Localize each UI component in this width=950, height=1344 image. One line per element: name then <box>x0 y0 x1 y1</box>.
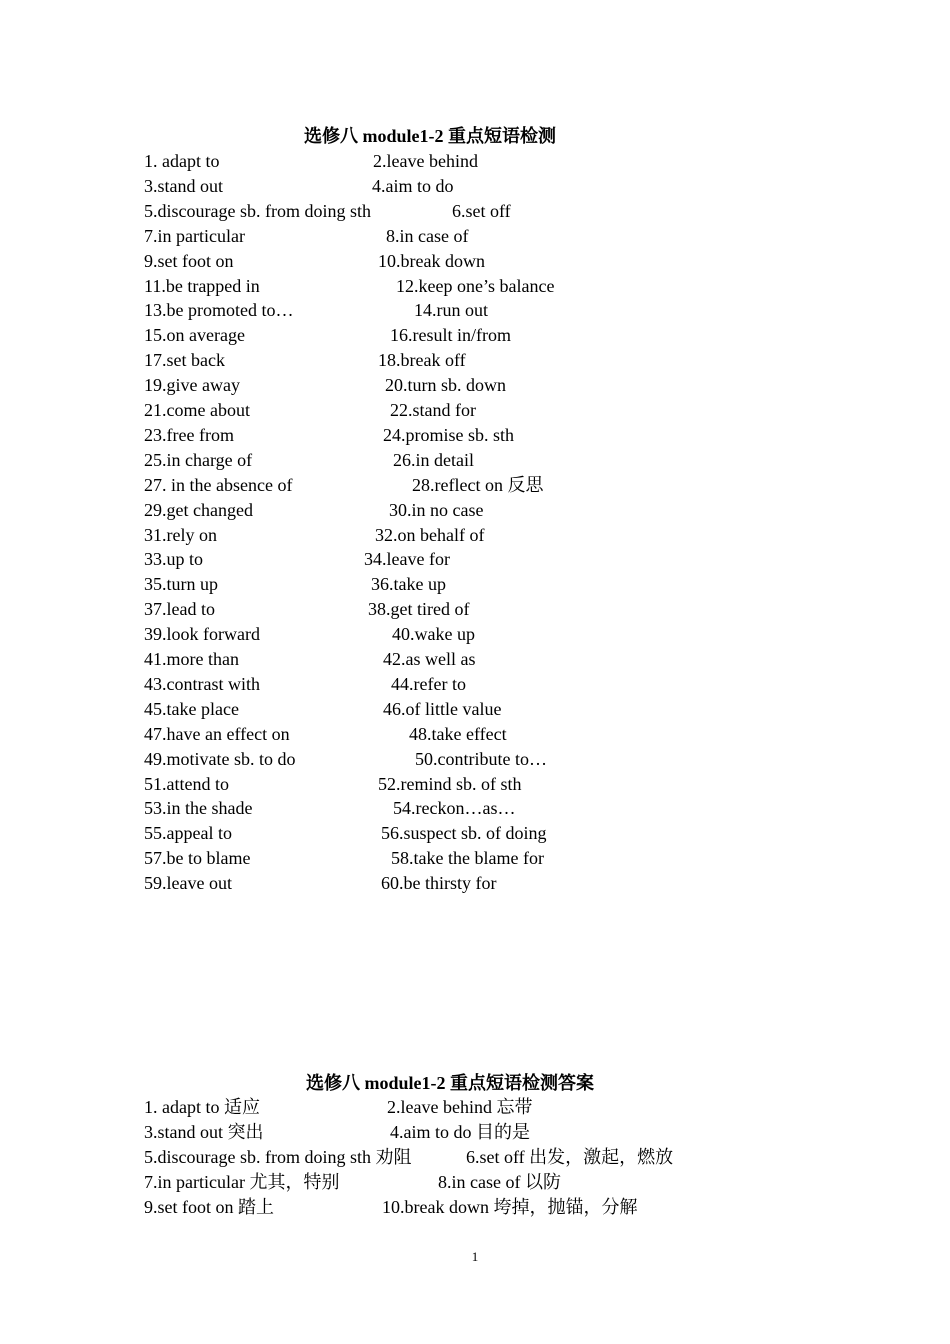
quiz-phrase-left: 31.rely on <box>144 524 217 545</box>
answer-phrase-right: 4.aim to do 目的是 <box>390 1121 530 1142</box>
answer-phrase-right: 8.in case of 以防 <box>438 1171 561 1192</box>
quiz-phrase-right: 22.stand for <box>390 400 476 420</box>
quiz-phrase-right: 50.contribute to… <box>415 748 547 769</box>
quiz-phrase-left: 57.be to blame <box>144 848 251 869</box>
answer-phrase-right: 6.set off 出发，激起，燃放 <box>466 1146 674 1167</box>
quiz-phrase-right: 24.promise sb. sth <box>383 424 515 445</box>
quiz-phrase-right: 38.get tired of <box>368 599 470 620</box>
quiz-phrase-left: 33.up to <box>144 549 204 570</box>
quiz-phrase-right: 46.of little value <box>383 698 502 719</box>
quiz-phrase-left: 23.free from <box>144 424 234 445</box>
answer-phrase-right: 10.break down 垮掉，抛锚，分解 <box>382 1196 638 1217</box>
quiz-phrase-right: 6.set off <box>452 200 511 221</box>
quiz-phrase-left: 27. in the absence of <box>144 474 293 495</box>
quiz-title: 选修八 module1-2 重点短语检测 <box>304 126 556 146</box>
quiz-phrase-left: 47.have an effect on <box>144 723 290 744</box>
quiz-phrase-left: 15.on average <box>144 325 245 346</box>
quiz-phrase-right: 12.keep one’s balance <box>396 275 555 296</box>
quiz-phrase-left: 1. adapt to <box>144 151 220 171</box>
answer-phrase-left: 9.set foot on 踏上 <box>144 1196 274 1217</box>
quiz-phrase-left: 41.more than <box>144 649 239 669</box>
answers-title: 选修八 module1-2 重点短语检测答案 <box>306 1073 594 1093</box>
quiz-phrase-right: 30.in no case <box>389 499 484 520</box>
quiz-phrase-left: 5.discourage sb. from doing sth <box>144 200 371 221</box>
quiz-phrase-left: 49.motivate sb. to do <box>144 748 296 769</box>
quiz-phrase-left: 29.get changed <box>144 499 253 520</box>
quiz-phrase-right: 8.in case of <box>386 225 469 246</box>
answer-phrase-left: 1. adapt to 适应 <box>144 1097 260 1117</box>
answer-phrase-right: 2.leave behind 忘带 <box>387 1097 533 1117</box>
quiz-phrase-left: 19.give away <box>144 375 240 396</box>
quiz-phrase-left: 25.in charge of <box>144 449 253 470</box>
quiz-phrase-left: 55.appeal to <box>144 823 232 844</box>
quiz-phrase-right: 44.refer to <box>391 673 466 694</box>
answer-phrase-left: 3.stand out 突出 <box>144 1121 264 1142</box>
quiz-phrase-right: 16.result in/from <box>390 325 511 346</box>
quiz-phrase-left: 11.be trapped in <box>144 275 260 296</box>
quiz-phrase-right: 54.reckon…as… <box>393 798 516 819</box>
quiz-phrase-right: 20.turn sb. down <box>385 375 506 396</box>
quiz-phrase-right: 34.leave for <box>364 549 450 570</box>
quiz-phrase-left: 59.leave out <box>144 873 232 894</box>
quiz-phrase-left: 9.set foot on <box>144 250 234 271</box>
quiz-phrase-right: 58.take the blame for <box>391 848 544 869</box>
quiz-phrase-right: 32.on behalf of <box>375 524 485 545</box>
answer-phrase-left: 5.discourage sb. from doing sth 劝阻 <box>144 1146 412 1167</box>
quiz-phrase-right: 2.leave behind <box>373 151 478 171</box>
quiz-phrase-right: 14.run out <box>414 300 488 321</box>
quiz-phrase-right: 10.break down <box>378 250 485 271</box>
quiz-phrase-right: 48.take effect <box>409 723 507 744</box>
quiz-phrase-right: 26.in detail <box>393 449 474 470</box>
quiz-phrase-left: 43.contrast with <box>144 673 260 694</box>
quiz-phrase-right: 52.remind sb. of sth <box>378 773 522 794</box>
quiz-phrase-right: 28.reflect on 反思 <box>412 474 544 495</box>
quiz-phrase-right: 40.wake up <box>392 624 475 645</box>
quiz-phrase-right: 36.take up <box>371 574 446 595</box>
quiz-phrase-left: 21.come about <box>144 400 250 420</box>
quiz-phrase-left: 3.stand out <box>144 175 223 196</box>
quiz-phrase-right: 18.break off <box>378 350 466 371</box>
page-number: 1 <box>471 1249 479 1264</box>
answer-phrase-left: 7.in particular 尤其，特别 <box>144 1171 340 1192</box>
quiz-phrase-left: 35.turn up <box>144 574 218 595</box>
quiz-phrase-left: 37.lead to <box>144 599 215 620</box>
quiz-phrase-left: 51.attend to <box>144 773 229 794</box>
quiz-phrase-left: 53.in the shade <box>144 798 253 819</box>
quiz-phrase-right: 56.suspect sb. of doing <box>381 823 547 844</box>
quiz-phrase-left: 39.look forward <box>144 624 260 645</box>
quiz-phrase-right: 42.as well as <box>383 649 476 669</box>
quiz-phrase-left: 7.in particular <box>144 225 245 246</box>
quiz-phrase-right: 60.be thirsty for <box>381 873 497 894</box>
quiz-phrase-left: 17.set back <box>144 350 225 371</box>
quiz-phrase-left: 13.be promoted to… <box>144 300 294 321</box>
quiz-phrase-left: 45.take place <box>144 698 239 719</box>
quiz-phrase-right: 4.aim to do <box>372 175 454 196</box>
